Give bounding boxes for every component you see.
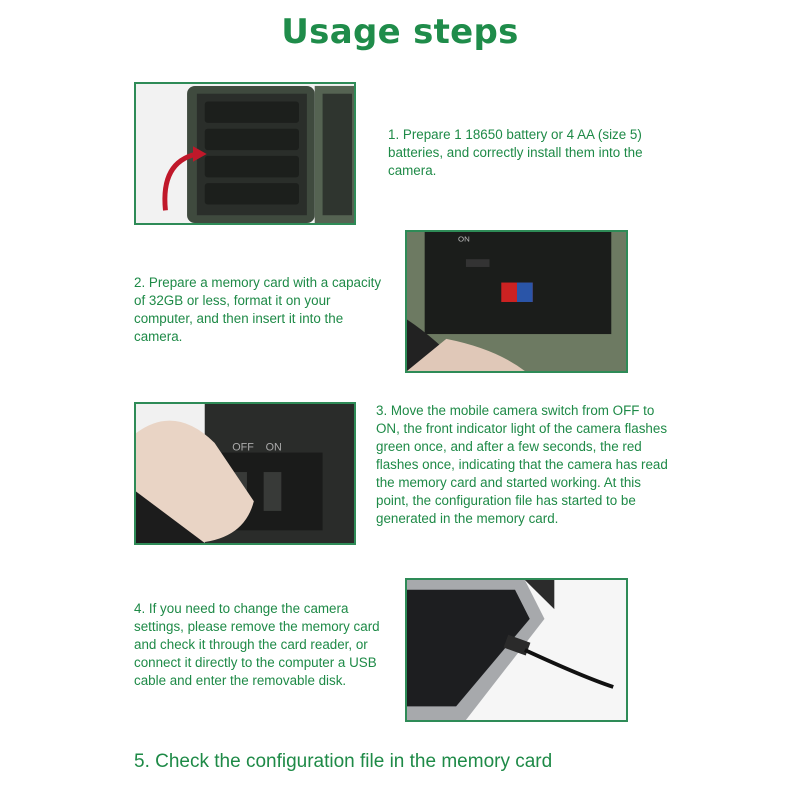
memory-card-slot-photo [405, 230, 628, 373]
step-4-text: 4. If you need to change the camera settings, please remove the memory card and check it through the card reader, or connect it directly to the computer a USB cable and enter the removable disk. [134, 601, 380, 688]
page-title: Usage steps [281, 12, 519, 52]
step-1-text: 1. Prepare 1 18650 battery or 4 AA (size 5) batteries, and correctly install them into the camera. [388, 127, 643, 178]
photo-label-on: ON [458, 234, 470, 244]
laptop-usb-photo [405, 578, 628, 722]
battery-compartment-photo [134, 82, 356, 225]
photo-label-on: ON [265, 441, 282, 454]
step-3-text: 3. Move the mobile camera switch from OFF to ON, the front indicator light of the camera flashes green once, and after a few seconds, the red flashes once, indicating that the camera has read the memory card and started working. At this point, the configuration file has started to be generated in the memory card. [376, 403, 668, 526]
step-2-text: 2. Prepare a memory card with a capacity of 32GB or less, format it on your computer, and then insert it into the camera. [134, 275, 382, 344]
power-switch-photo [134, 402, 356, 545]
step-5-heading: 5. Check the configuration file in the memory card [134, 751, 553, 772]
photo-label-off: OFF [232, 441, 254, 454]
